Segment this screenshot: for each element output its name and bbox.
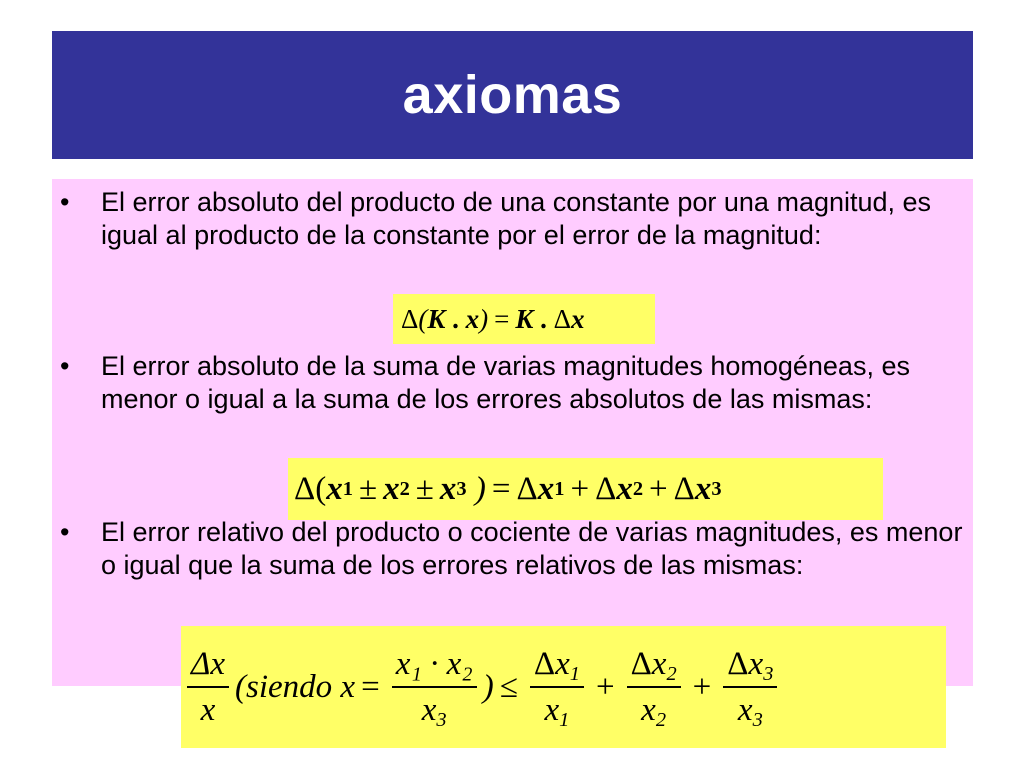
plus-sign: + [595,668,615,705]
denominator [540,688,573,732]
paren-close: ) [474,470,486,507]
subscript-3: 3 [763,663,774,686]
dot-op: . [452,303,459,334]
plus-sign: + [649,470,668,507]
delta-symbol: Δ [516,470,538,507]
delta-symbol: Δ [533,646,556,682]
delta-symbol: Δ [553,303,572,334]
delta-symbol: Δ [630,646,652,682]
numerator [723,642,777,686]
delta-symbol: Δ [294,470,316,507]
less-or-equal-sign: ≤ [499,668,518,705]
formula-relative-error [181,626,946,748]
numerator [627,642,681,686]
var-x: x [340,668,356,705]
paren-close: ) [482,668,494,705]
plus-sign: + [692,668,712,705]
bullet-1-text: El error absoluto del producto de una constante por una magnitud, es igual al producto de la constante por el error de la magnitud: [101,187,932,250]
fraction-dx1-over-x1 [530,642,584,732]
var-x: x [748,646,764,682]
numerator: x₁ · x₂ [395,646,473,682]
var-x: x [651,646,667,682]
subscript-2: 2 [632,477,644,500]
fraction-x1x2-over-x3 [392,642,477,732]
equals-sign: = [491,470,511,507]
title-bar [52,31,973,159]
var-x: x [421,692,437,728]
plus-minus: ± [415,470,434,507]
subscript-3: 3 [711,477,722,500]
var-K: K [515,303,534,334]
subscript-2: 2 [655,709,667,732]
var-x: x [571,303,585,334]
equals-sign: = [494,303,510,334]
slide-title: axiomas [402,65,623,125]
siendo-text: (siendo [235,668,333,705]
delta-symbol: Δ [595,470,617,507]
bullet-marker: • [60,351,70,381]
var-x: x [465,303,480,334]
content-box [52,179,973,686]
fraction-dx2-over-x2 [627,642,681,732]
denominator [418,688,451,732]
plus-minus: ± [358,470,378,507]
paren-open: ( [315,470,327,507]
formula-sum-error [288,458,883,520]
var-x: x [439,470,457,507]
var-x: x [383,470,400,507]
var-x: x [537,470,555,507]
denominator [734,688,767,732]
equals-sign: = [361,668,380,705]
var-x: x [616,470,633,507]
denominator: x [200,692,216,728]
subscript-2: 2 [666,663,677,686]
paren-open: ( [418,303,428,334]
bullet-marker: • [60,187,70,217]
subscript-3: 3 [456,477,467,500]
delta-symbol: Δ [727,646,749,682]
dot-op: . [540,303,547,334]
subscript-1: 1 [559,709,570,732]
var-x: x [544,692,560,728]
paren-close: ) [479,303,489,334]
delta-symbol: Δ [401,303,419,334]
bullet-3-text: El error relativo del producto o cociente de varias magnitudes, es menor o igual que la suma de los errores relativos de las mismas: [101,517,963,580]
var-x: x [555,646,570,682]
numerator [530,642,584,686]
fraction-dx-over-x [187,642,229,732]
var-x: x [641,692,656,728]
var-x: x [694,470,712,507]
numerator: Δx [191,646,226,682]
var-K: K [427,303,446,334]
subscript-3: 3 [436,709,447,732]
formula-product-constant [393,294,655,344]
denominator [637,688,670,732]
bullet-marker: • [60,517,70,547]
subscript-1: 1 [554,477,565,500]
subscript-1: 1 [569,663,580,686]
delta-symbol: Δ [673,470,695,507]
bullet-2-text: El error absoluto de la suma de varias magnitudes homogéneas, es menor o igual a la suma de los errores absolutos de las mismas: [101,351,910,414]
subscript-3: 3 [752,709,763,732]
subscript-2: 2 [399,477,410,500]
var-x: x [737,692,753,728]
fraction-dx3-over-x3 [723,642,777,732]
var-x: x [326,470,343,507]
subscript-1: 1 [342,477,353,500]
plus-sign: + [570,470,590,507]
